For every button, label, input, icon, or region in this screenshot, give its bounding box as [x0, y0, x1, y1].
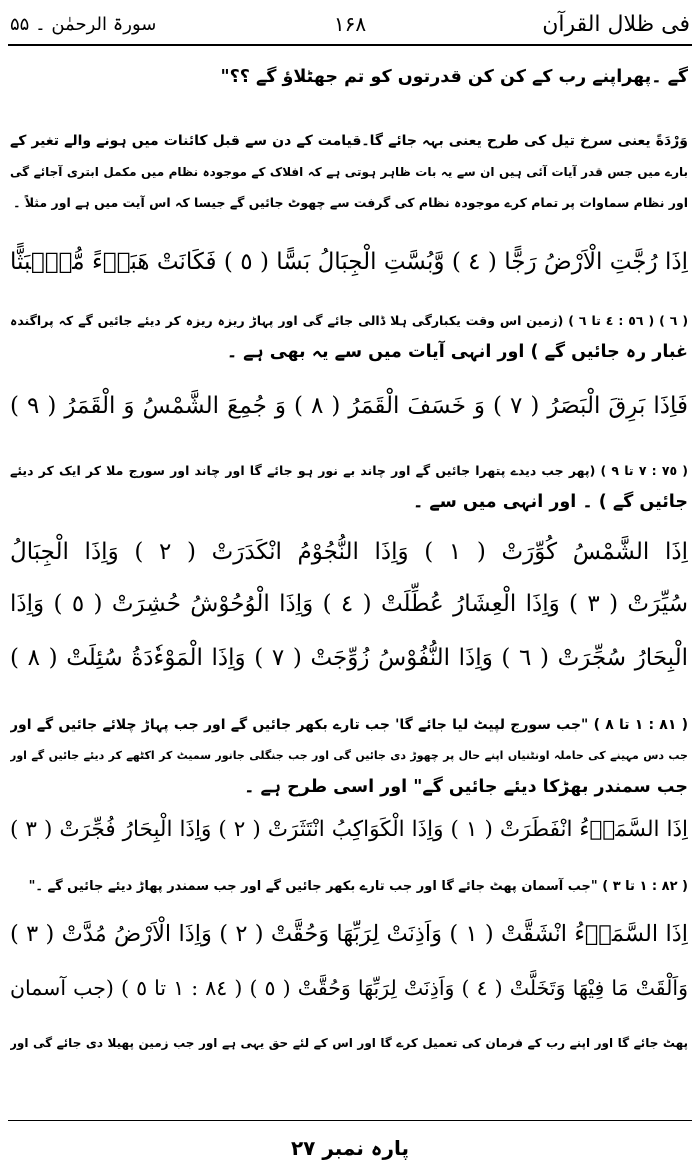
surah-title: سورۃ الرحمٰن ۔ ۵۵ — [10, 14, 157, 35]
verse-line: اِذَا الشَّمْسُ كُوِّرَتْ ( ١ ) وَاِذَا النُّجُوْمُ انْكَدَرَتْ ( ٢ ) وَاِذَا الْجِبَالُ — [10, 539, 688, 565]
text-line: پھٹ جائے گا اور اپنے رب کے فرمان کی تعمیل کرے گا اور اس کے لئے حق یہی ہے اور جب زمین پھیلا دی جائے گی اور — [10, 1036, 688, 1050]
text-line: ( ٨٢ : ١ تا ٣ ) "جب آسمان پھٹ جائے گا اور جب تارے بکھر جائیں گے اور جب سمندر پھاڑ دیئے جائیں گے ۔" — [28, 879, 688, 894]
para-number: پارہ نمبر ۲۷ — [290, 1136, 410, 1160]
text-line: جب دس مہینے کی حاملہ اونٹنیاں اپنے حال پر چھوڑ دی جائیں گی اور جب جنگلی جانور سمیٹ کر اکٹھے کر دیئے جائیں گے اور — [10, 749, 688, 762]
text-line: وَرْدَةً یعنی سرخ تیل کی طرح یعنی بہہ جائے گا۔قیامت کے دن سے قبل کائنات میں ہونے والے تغیر کے — [10, 133, 688, 149]
verse-line: اِذَا السَّمَاۤءُ انْشَقَّتْ ( ١ ) وَاَذِنَتْ لِرَبِّهَا وَحُقَّتْ ( ٢ ) وَاِذَا الْاَرْضُ مُدَّتْ ( ٣ ) — [10, 921, 688, 947]
verse-line: الْبِحَارُ سُجِّرَتْ ( ٦ ) وَاِذَا النُّفُوْسُ زُوِّجَتْ ( ٧ ) وَاِذَا الْمَوْءٗدَةُ سُئِلَتْ ( ٨ ) — [10, 645, 688, 671]
verse-line: سُيِّرَتْ ( ٣ ) وَاِذَا الْعِشَارُ عُطِّلَتْ ( ٤ ) وَاِذَا الْوُحُوْشُ حُشِرَتْ ( ٥ ) وَاِذَا — [10, 591, 688, 617]
verse-line: وَاَلْقَتْ مَا فِيْهَا وَتَخَلَّتْ ( ٤ ) وَاَذِنَتْ لِرَبِّهَا وَحُقَّتْ ( ٥ ) ( ٨٤ : ١ تا ٥ ) (جب آسمان — [10, 976, 688, 1000]
page-header — [10, 6, 690, 46]
verse-line: اِذَا رُجَّتِ الْاَرْضُ رَجًّا ( ٤ ) وَّبُسَّتِ الْجِبَالُ بَسًّا ( ٥ ) فَكَانَتْ هَبَاۤءً مُّنْۢبَثًّا — [10, 249, 688, 275]
text-line: غبار رہ جائیں گے ) اور انہی آیات میں سے یہ بھی ہے ۔ — [226, 342, 688, 362]
text-line: بارے میں جس قدر آیات آئی ہیں ان سے یہ بات ظاہر ہوتی ہے کہ افلاک کے موجودہ نظام میں مکمل ابتری آجائے گی — [10, 165, 688, 179]
text-line: اور نظام سماوات پر تمام کرے موجودہ نظام کی گرفت سے چھوٹ جائیں گے جیسا کہ اس آیت میں ہے اور مثلاً ۔ — [13, 195, 688, 210]
text-line: جب سمندر بھڑکا دیئے جائیں گے" اور اسی طرح ہے ۔ — [244, 777, 688, 797]
page-number: ۱۶۸ — [333, 12, 367, 36]
header-rule — [8, 44, 692, 46]
text-line: ( ٨١ : ١ تا ٨ ) "جب سورج لپیٹ لیا جائے گا' جب تارے بکھر جائیں گے اور جب پہاڑ چلائے جائیں گے اور — [10, 717, 688, 733]
verse-line: اِذَا السَّمَاۤءُ انْفَطَرَتْ ( ١ ) وَاِذَا الْكَوَاكِبُ انْتَثَرَتْ ( ٢ ) وَاِذَا الْبِحَارُ فُجِّرَتْ ( ٣ ) — [10, 817, 688, 842]
text-line: ( ٦ ) ( ٥٦ : ٤ تا ٦ ) (زمین اس وقت یکبارگی ہلا ڈالی جائے گی اور پہاڑ ریزہ ریزہ کر دیئے جائیں گے کہ پراگندہ — [10, 313, 688, 328]
footer-rule — [8, 1120, 692, 1121]
verse-line: فَاِذَا بَرِقَ الْبَصَرُ ( ٧ ) وَ خَسَفَ الْقَمَرُ ( ٨ ) وَ جُمِعَ الشَّمْسُ وَ الْقَمَرُ ( ٩ ) — [10, 393, 688, 419]
text-line: گے ۔پھراپنے رب کے کن کن قدرتوں کو تم جھٹلاؤ گے ؟؟" — [220, 67, 688, 87]
text-line: ( ٧٥ : ٧ تا ٩ ) (پھر جب دیدے پتھرا جائیں گے اور چاند بے نور ہو جائے گا اور چاند اور سورج ملا کر ایک کر دیئے — [10, 463, 688, 478]
book-title: فی ظلال القرآن — [542, 12, 690, 37]
text-line: جائیں گے ) ۔ اور انہی میں سے ۔ — [413, 492, 688, 512]
